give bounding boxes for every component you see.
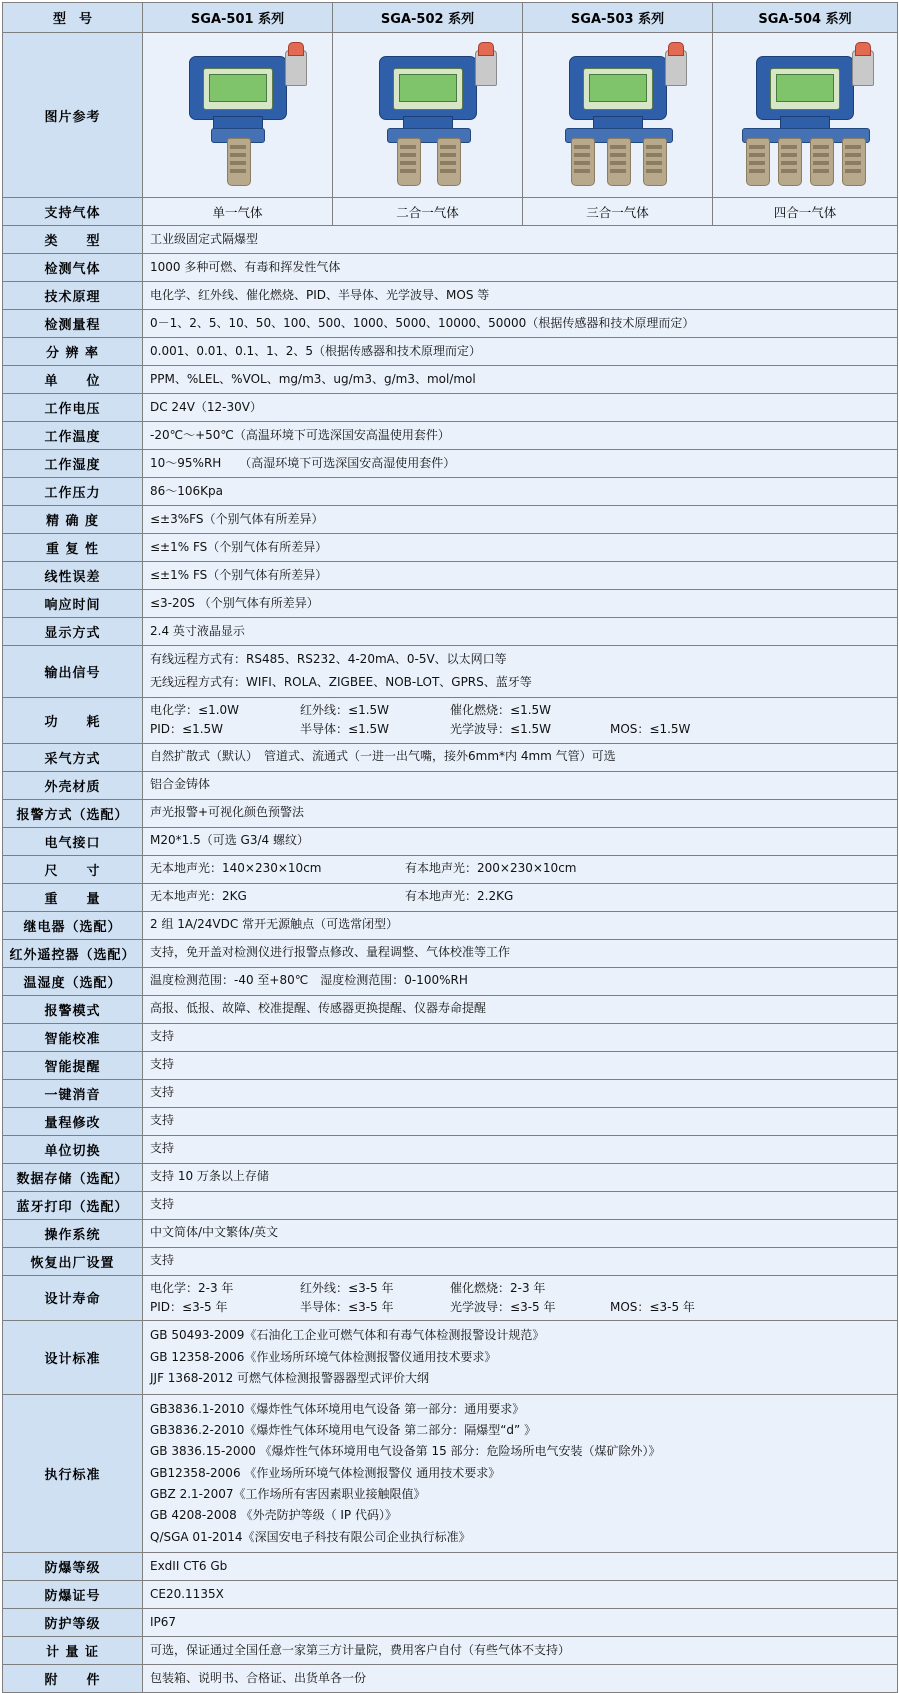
row-label-design-life: 设计寿命 [3, 1275, 143, 1321]
power-catalytic-key: 催化燃烧： [450, 702, 511, 717]
row-label-range-edit: 量程修改 [3, 1107, 143, 1135]
row-label-pressure: 工作压力 [3, 478, 143, 506]
life-optical-key: 光学波导： [450, 1299, 511, 1314]
row-label-detect-gas: 检测气体 [3, 254, 143, 282]
power-pid-key: PID： [150, 722, 183, 737]
row-label-supported-gas: 支持气体 [3, 198, 143, 226]
model-502: SGA-502 系列 [333, 3, 523, 33]
table-row [3, 743, 898, 771]
table-row-model [3, 3, 898, 33]
output-wired: 有线远程方式有：RS485、RS232、4-20mA、0-5V、以太网口等 [150, 652, 507, 666]
row-label-design-standard: 设计标准 [3, 1321, 143, 1394]
row-label-model: 型 号 [3, 3, 143, 33]
power-ir-key: 红外线： [300, 702, 349, 717]
model-504: SGA-504 系列 [713, 3, 898, 33]
row-label-type: 类 型 [3, 226, 143, 254]
table-row [3, 618, 898, 646]
row-value-temp-humidity-option: 温度检测范围：-40 至+80℃ 湿度检测范围：0-100%RH [143, 967, 898, 995]
design-standard-line: JJF 1368-2012 可燃气体检测报警器器型式评价大纲 [150, 1371, 430, 1386]
table-row-size [3, 855, 898, 883]
life-catalytic-key: 催化燃烧： [450, 1280, 511, 1295]
row-value-type: 工业级固定式隔爆型 [143, 226, 898, 254]
row-label-temp-humidity-option: 温湿度（选配） [3, 967, 143, 995]
table-row [3, 1107, 898, 1135]
supported-gas-503: 三合一气体 [523, 198, 713, 226]
row-value-unit-switch: 支持 [143, 1135, 898, 1163]
output-wireless: 无线远程方式有：WIFI、ROLA、ZIGBEE、NOB-LOT、GPRS、蓝牙等 [150, 675, 532, 690]
detector-illustration-1 [163, 38, 313, 188]
power-ir-val: ≤1.5W [348, 702, 390, 717]
row-label-ir-remote: 红外遥控器（选配） [3, 939, 143, 967]
table-row [3, 1023, 898, 1051]
row-label-linear-error: 线性误差 [3, 562, 143, 590]
life-ir-key: 红外线： [300, 1280, 349, 1295]
row-label-repeatability: 重 复 性 [3, 534, 143, 562]
row-label-response-time: 响应时间 [3, 590, 143, 618]
row-label-bluetooth-print: 蓝牙打印（选配） [3, 1191, 143, 1219]
life-line-1 [150, 1280, 890, 1297]
specification-table [2, 2, 898, 1693]
table-row [3, 366, 898, 394]
row-value-smart-calibration: 支持 [143, 1023, 898, 1051]
row-value-unit: PPM、%LEL、%VOL、mg/m3、ug/m3、g/m3、mol/mol [143, 366, 898, 394]
table-row [3, 1163, 898, 1191]
row-value-pressure: 86～106Kpa [143, 478, 898, 506]
supported-gas-501: 单一气体 [143, 198, 333, 226]
life-pid-val: ≤3-5 年 [182, 1299, 228, 1314]
table-row [3, 338, 898, 366]
exec-standard-line: Q/SGA 01-2014《深国安电子科技有限公司企业执行标准》 [150, 1529, 471, 1544]
row-value-factory-reset: 支持 [143, 1247, 898, 1275]
row-label-size: 尺 寸 [3, 855, 143, 883]
row-value-sampling: 自然扩散式（默认） 管道式、流通式（一进一出气嘴，接外6mm*内 4mm 气管）可选 [143, 743, 898, 771]
table-row [3, 254, 898, 282]
row-label-humidity: 工作湿度 [3, 450, 143, 478]
table-row [3, 939, 898, 967]
design-standard-line: GB 12358-2006《作业场所环境气体检测报警仪通用技术要求》 [150, 1349, 497, 1364]
row-label-metrology-cert: 计 量 证 [3, 1637, 143, 1665]
row-value-detect-gas: 1000 多种可燃、有毒和挥发性气体 [143, 254, 898, 282]
row-label-accessories: 附 件 [3, 1665, 143, 1693]
table-row [3, 911, 898, 939]
row-label-voltage: 工作电压 [3, 394, 143, 422]
table-row-weight [3, 883, 898, 911]
table-row-design-standard [3, 1321, 898, 1394]
table-row-image [3, 33, 898, 198]
row-value-exec-standard [143, 1394, 898, 1553]
exec-standard-line: GB 4208-2008 《外壳防护等级（ IP 代码）》 [150, 1508, 397, 1523]
table-row [3, 534, 898, 562]
row-value-relay: 2 组 1A/24VDC 常开无源触点（可选常闭型） [143, 911, 898, 939]
row-value-weight [143, 883, 898, 911]
row-label-sampling: 采气方式 [3, 743, 143, 771]
table-row [3, 1051, 898, 1079]
row-label-one-key-mute: 一键消音 [3, 1079, 143, 1107]
row-label-output: 输出信号 [3, 646, 143, 698]
device-image-501 [143, 33, 333, 198]
device-image-504 [713, 33, 898, 198]
weight-with-alarm: 有本地声光：2.2KG [405, 889, 514, 904]
supported-gas-504: 四合一气体 [713, 198, 898, 226]
row-value-housing: 铝合金铸体 [143, 771, 898, 799]
power-optical-val: ≤1.5W [510, 722, 552, 737]
row-value-design-standard [143, 1321, 898, 1394]
row-label-smart-calibration: 智能校准 [3, 1023, 143, 1051]
row-label-power: 功 耗 [3, 697, 143, 743]
detector-illustration-3 [543, 38, 693, 188]
row-value-one-key-mute: 支持 [143, 1079, 898, 1107]
row-value-accessories: 包装箱、说明书、合格证、出货单各一份 [143, 1665, 898, 1693]
power-pid-val: ≤1.5W [182, 722, 224, 737]
row-value-smart-reminder: 支持 [143, 1051, 898, 1079]
row-value-humidity: 10～95%RH （高湿环境下可选深国安高湿使用套件） [143, 450, 898, 478]
table-row [3, 1079, 898, 1107]
table-row [3, 1665, 898, 1693]
row-label-relay: 继电器（选配） [3, 911, 143, 939]
table-row [3, 799, 898, 827]
table-row [3, 1637, 898, 1665]
row-value-tech: 电化学、红外线、催化燃烧、PID、半导体、光学波导、MOS 等 [143, 282, 898, 310]
supported-gas-502: 二合一气体 [333, 198, 523, 226]
table-row [3, 562, 898, 590]
power-mos-key: MOS： [610, 722, 650, 737]
power-line-2 [150, 721, 890, 738]
row-label-tech: 技术原理 [3, 282, 143, 310]
row-label-smart-reminder: 智能提醒 [3, 1051, 143, 1079]
table-row-power [3, 697, 898, 743]
row-label-alarm-modes: 报警模式 [3, 995, 143, 1023]
size-with-alarm: 有本地声光：200×230×10cm [405, 861, 577, 876]
power-semi-val: ≤1.5W [348, 722, 390, 737]
row-value-ex-cert: CE20.1135X [143, 1581, 898, 1609]
row-label-range: 检测量程 [3, 310, 143, 338]
row-label-data-storage: 数据存储（选配） [3, 1163, 143, 1191]
table-row [3, 282, 898, 310]
row-label-unit-switch: 单位切换 [3, 1135, 143, 1163]
row-value-linear-error: ≤±1% FS（个别气体有所差异） [143, 562, 898, 590]
detector-illustration-4 [730, 38, 880, 188]
row-label-exec-standard: 执行标准 [3, 1394, 143, 1553]
row-label-resolution: 分 辨 率 [3, 338, 143, 366]
row-value-size [143, 855, 898, 883]
size-without-alarm: 无本地声光：140×230×10cm [150, 861, 322, 876]
table-row [3, 394, 898, 422]
power-echem-key: 电化学： [150, 702, 199, 717]
row-value-range: 0－1、2、5、10、50、100、500、1000、5000、10000、50000（根据传感器和技术原理而定） [143, 310, 898, 338]
row-value-alarm-modes: 高报、低报、故障、校准提醒、传感器更换提醒、仪器寿命提醒 [143, 995, 898, 1023]
model-503: SGA-503 系列 [523, 3, 713, 33]
row-label-unit: 单 位 [3, 366, 143, 394]
row-value-metrology-cert: 可选，保证通过全国任意一家第三方计量院，费用客户自付（有些气体不支持） [143, 1637, 898, 1665]
table-row [3, 478, 898, 506]
row-value-ir-remote: 支持，免开盖对检测仪进行报警点修改、量程调整、气体校准等工作 [143, 939, 898, 967]
exec-standard-line: GB 3836.15-2000 《爆炸性气体环境用电气设备第 15 部分：危险场所电气安装（煤矿除外）》 [150, 1444, 661, 1459]
table-row [3, 590, 898, 618]
row-label-ip-grade: 防护等级 [3, 1609, 143, 1637]
table-row [3, 1219, 898, 1247]
row-value-output [143, 646, 898, 698]
row-value-ip-grade: IP67 [143, 1609, 898, 1637]
row-value-electrical-interface: M20*1.5（可选 G3/4 螺纹） [143, 827, 898, 855]
table-row [3, 827, 898, 855]
table-row [3, 1247, 898, 1275]
table-row [3, 1609, 898, 1637]
life-echem-key: 电化学： [150, 1280, 199, 1295]
table-row [3, 1191, 898, 1219]
row-value-power [143, 697, 898, 743]
life-pid-key: PID： [150, 1299, 183, 1314]
row-label-electrical-interface: 电气接口 [3, 827, 143, 855]
row-value-response-time: ≤3-20S （个别气体有所差异） [143, 590, 898, 618]
row-label-ex-grade: 防爆等级 [3, 1553, 143, 1581]
row-label-weight: 重 量 [3, 883, 143, 911]
life-mos-val: ≤3-5 年 [649, 1299, 695, 1314]
row-label-factory-reset: 恢复出厂设置 [3, 1247, 143, 1275]
table-row [3, 450, 898, 478]
table-row [3, 226, 898, 254]
table-row [3, 1135, 898, 1163]
row-label-image: 图片参考 [3, 33, 143, 198]
exec-standard-line: GBZ 2.1-2007《工作场所有害因素职业接触限值》 [150, 1487, 426, 1502]
spec-sheet [0, 2, 899, 1693]
life-catalytic-val: 2-3 年 [510, 1280, 546, 1295]
exec-standard-line: GB12358-2006 《作业场所环境气体检测报警仪 通用技术要求》 [150, 1465, 501, 1480]
row-label-os: 操作系统 [3, 1219, 143, 1247]
row-label-accuracy: 精 确 度 [3, 506, 143, 534]
row-label-temperature: 工作温度 [3, 422, 143, 450]
life-line-2 [150, 1299, 890, 1316]
row-value-data-storage: 支持 10 万条以上存储 [143, 1163, 898, 1191]
life-semi-val: ≤3-5 年 [348, 1299, 394, 1314]
row-value-design-life [143, 1275, 898, 1321]
row-label-housing: 外壳材质 [3, 771, 143, 799]
row-value-voltage: DC 24V（12-30V） [143, 394, 898, 422]
model-501: SGA-501 系列 [143, 3, 333, 33]
life-ir-val: ≤3-5 年 [348, 1280, 394, 1295]
row-value-display: 2.4 英寸液晶显示 [143, 618, 898, 646]
row-label-display: 显示方式 [3, 618, 143, 646]
row-value-os: 中文简体/中文繁体/英文 [143, 1219, 898, 1247]
power-catalytic-val: ≤1.5W [510, 702, 552, 717]
table-row-supported-gas [3, 198, 898, 226]
weight-without-alarm: 无本地声光：2KG [150, 889, 247, 904]
exec-standard-line: GB3836.1-2010《爆炸性气体环境用电气设备 第一部分：通用要求》 [150, 1401, 525, 1416]
table-row-exec-standard [3, 1394, 898, 1553]
table-row [3, 771, 898, 799]
row-value-ex-grade: ExdII CT6 Gb [143, 1553, 898, 1581]
table-row [3, 422, 898, 450]
row-value-alarm-mode-optional: 声光报警+可视化颜色预警法 [143, 799, 898, 827]
table-row [3, 995, 898, 1023]
table-row [3, 506, 898, 534]
power-mos-val: ≤1.5W [649, 722, 691, 737]
table-row [3, 310, 898, 338]
row-value-accuracy: ≤±3%FS（个别气体有所差异） [143, 506, 898, 534]
table-row-output [3, 646, 898, 698]
row-label-ex-cert: 防爆证号 [3, 1581, 143, 1609]
power-echem-val: ≤1.0W [198, 702, 240, 717]
table-row [3, 1581, 898, 1609]
table-row-design-life [3, 1275, 898, 1321]
row-label-alarm-mode-optional: 报警方式（选配） [3, 799, 143, 827]
device-image-502 [333, 33, 523, 198]
power-optical-key: 光学波导： [450, 722, 511, 737]
life-mos-key: MOS： [610, 1299, 650, 1314]
row-value-temperature: -20℃～+50℃（高温环境下可选深国安高温使用套件） [143, 422, 898, 450]
row-value-resolution: 0.001、0.01、0.1、1、2、5（根据传感器和技术原理而定） [143, 338, 898, 366]
power-line-1 [150, 702, 890, 719]
table-row [3, 1553, 898, 1581]
design-standard-line: GB 50493-2009《石油化工企业可燃气体和有毒气体检测报警设计规范》 [150, 1328, 545, 1343]
life-optical-val: ≤3-5 年 [510, 1299, 556, 1314]
device-image-503 [523, 33, 713, 198]
exec-standard-line: GB3836.2-2010《爆炸性气体环境用电气设备 第二部分：隔爆型“d” 》 [150, 1422, 537, 1437]
life-echem-val: 2-3 年 [198, 1280, 234, 1295]
table-row [3, 967, 898, 995]
row-value-range-edit: 支持 [143, 1107, 898, 1135]
row-value-bluetooth-print: 支持 [143, 1191, 898, 1219]
power-semi-key: 半导体： [300, 722, 349, 737]
row-value-repeatability: ≤±1% FS（个别气体有所差异） [143, 534, 898, 562]
life-semi-key: 半导体： [300, 1299, 349, 1314]
detector-illustration-2 [353, 38, 503, 188]
